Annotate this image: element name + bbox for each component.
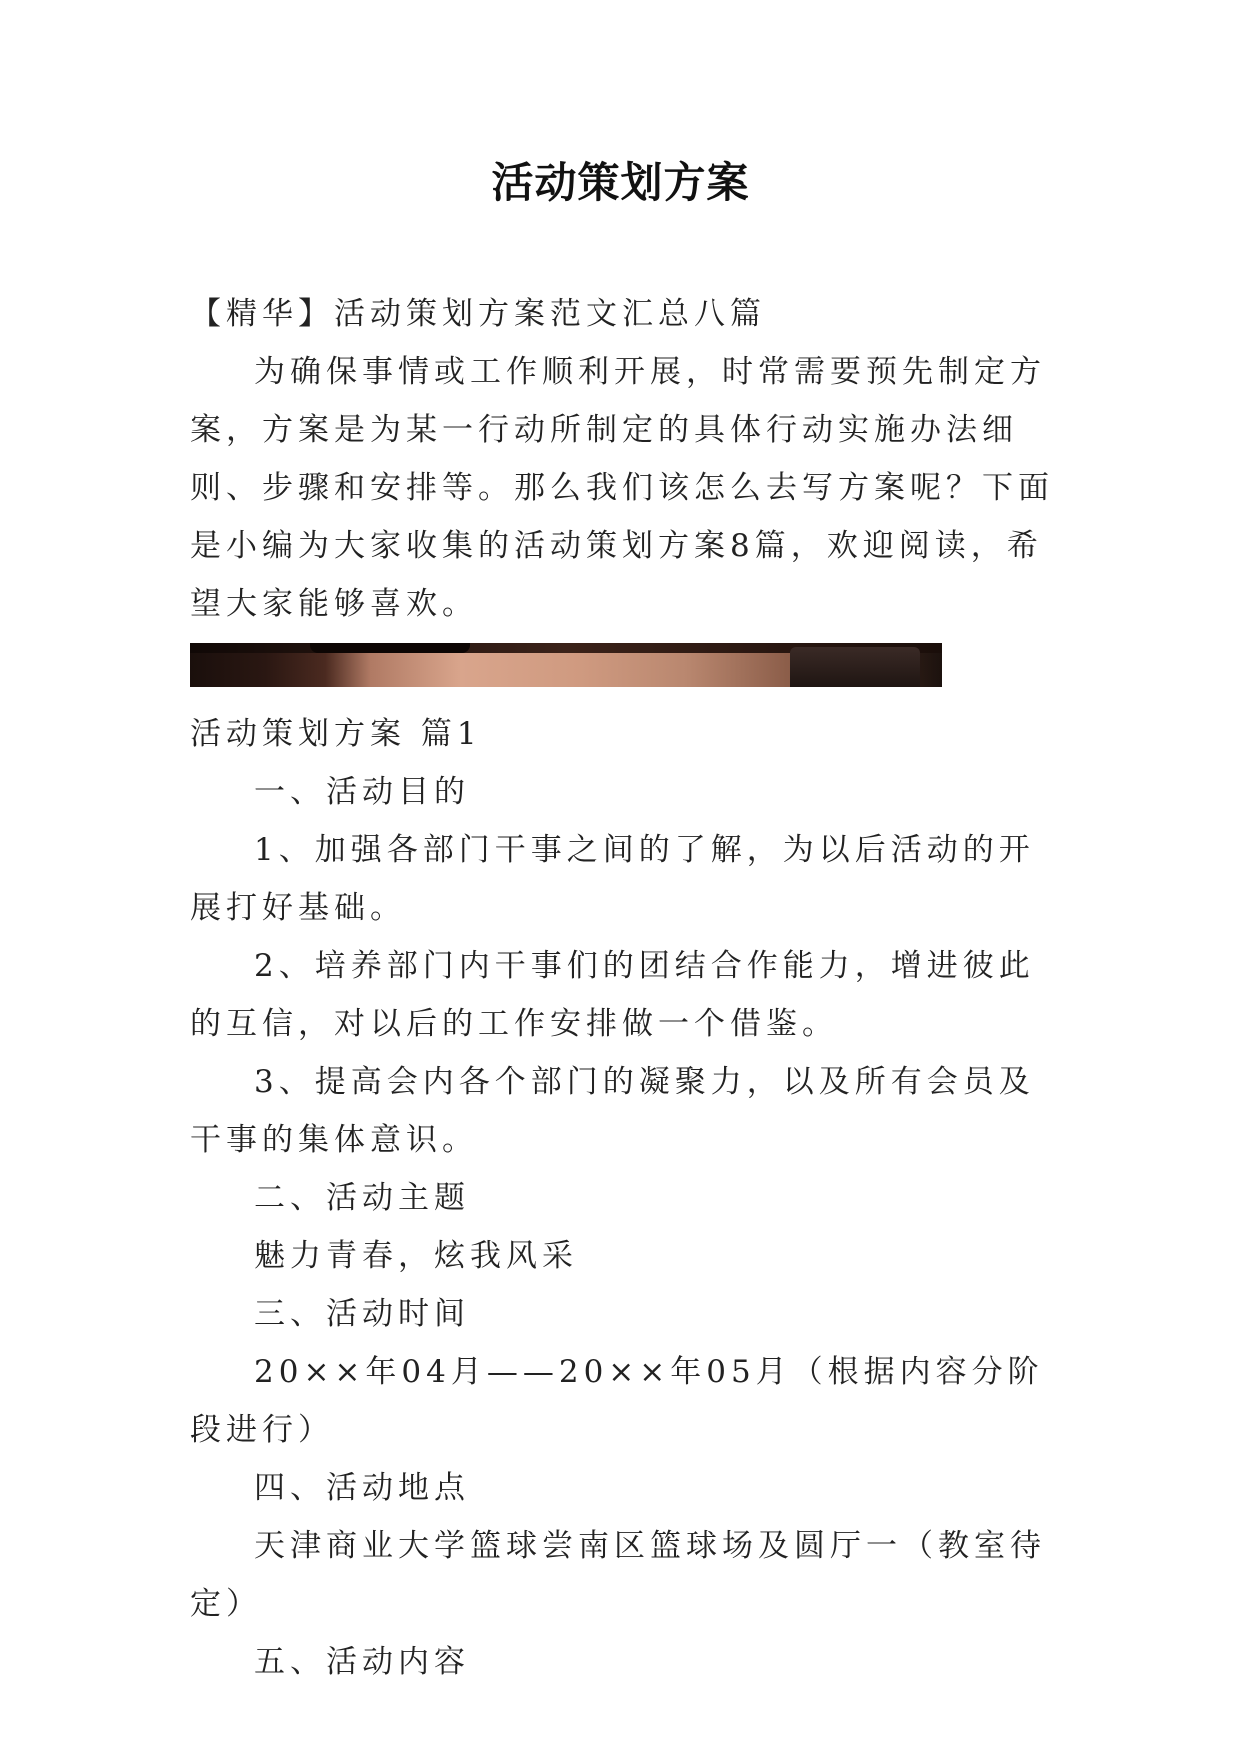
- document-title: 活动策划方案: [491, 158, 750, 207]
- paragraph-purpose-3: 3、提高会内各个部门的凝聚力，以及所有会员及干事的集体意识。: [190, 1064, 1035, 1158]
- intro-paragraph: 为确保事情或工作顺利开展，时常需要预先制定方案，方案是为某一行动所制定的具体行动实施办法细则、步骤和安排等。那么我们该怎么去写方案呢？下面是小编为大家收集的活动策划方案8篇，欢迎阅读，希望大家能够喜欢。: [190, 354, 1054, 622]
- paragraph-theme-heading: 二、活动主题: [254, 1180, 470, 1216]
- paragraph-content-heading: 五、活动内容: [254, 1644, 470, 1680]
- banner-dark-object: [310, 643, 470, 653]
- paragraph-theme: 魅力青春，炫我风采: [254, 1238, 578, 1274]
- paragraph-location: 天津商业大学篮球尝南区篮球场及圆厅一（教室待定）: [190, 1528, 1046, 1622]
- paragraph-purpose-2: 2、培养部门内干事们的团结合作能力，增进彼此的互信，对以后的工作安排做一个借鉴。: [190, 948, 1035, 1042]
- paragraph-time: 20××年04月——20××年05月（根据内容分阶段进行）: [190, 1354, 1044, 1448]
- banner-chair: [790, 647, 920, 687]
- paragraph-time-heading: 三、活动时间: [254, 1296, 470, 1332]
- paragraph-purpose-1: 1、加强各部门干事之间的了解，为以后活动的开展打好基础。: [190, 832, 1035, 926]
- document-subtitle: 【精华】活动策划方案范文汇总八篇: [190, 296, 766, 332]
- document-body: [190, 285, 1060, 1691]
- banner-image: [190, 643, 942, 687]
- paragraph-location-heading: 四、活动地点: [254, 1470, 470, 1506]
- paragraph-purpose-heading: 一、活动目的: [254, 774, 470, 810]
- section-heading: 活动策划方案 篇1: [190, 716, 482, 752]
